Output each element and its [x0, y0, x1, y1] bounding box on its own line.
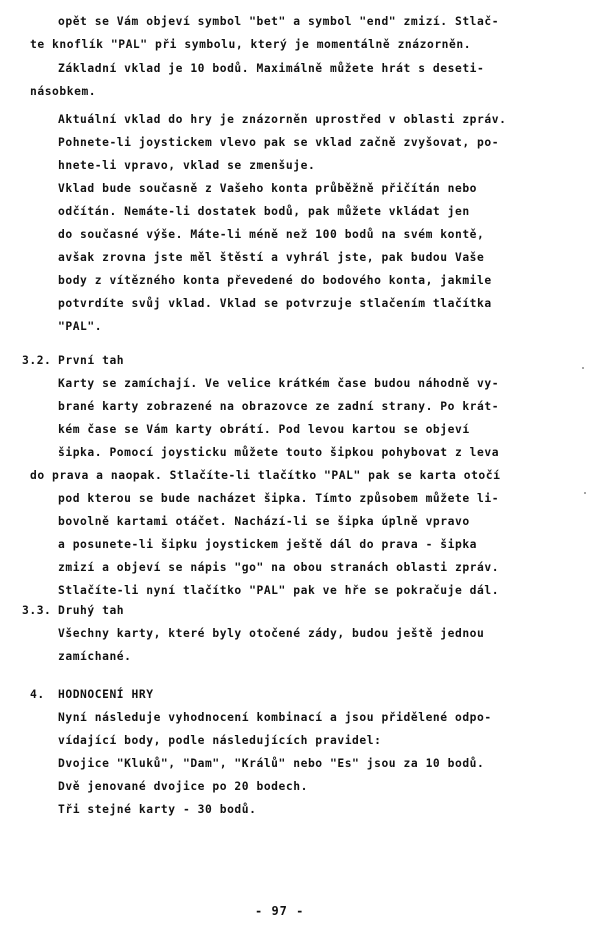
text-line: šipka. Pomocí joysticku můžete touto šipkou pohybovat z leva: [58, 446, 500, 459]
section-title: Druhý tah: [58, 604, 125, 617]
text-line: avšak zrovna jste měl štěstí a vyhrál jste, pak budou Vaše: [58, 251, 485, 264]
text-line: Nyní následuje vyhodnocení kombinací a jsou přidělené odpo-: [58, 711, 492, 724]
text-line: do prava a naopak. Stlačíte-li tlačítko "PAL" pak se karta otočí: [30, 469, 501, 482]
text-line: Pohnete-li joystickem vlevo pak se vklad začně zvyšovat, po-: [58, 136, 500, 149]
section-number: 3.3.: [22, 604, 52, 617]
text-line: Základní vklad je 10 bodů. Maximálně můžete hrát s deseti-: [58, 62, 485, 75]
text-line: odčítán. Nemáte-li dostatek bodů, pak můžete vkládat jen: [58, 205, 470, 218]
text-line: potvrdíte svůj vklad. Vklad se potvrzuje stlačením tlačítka: [58, 297, 492, 310]
section-title: HODNOCENÍ HRY: [58, 688, 154, 701]
text-line: zmizí a objeví se nápis "go" na obou stranách oblasti zpráv.: [58, 561, 500, 574]
text-line: bovolně kartami otáčet. Nachází-li se šipka úplně vpravo: [58, 515, 470, 528]
text-line: Aktuální vklad do hry je znázorněn uprostřed v oblasti zpráv.: [58, 113, 507, 126]
text-line: kém čase se Vám karty obrátí. Pod levou kartou se objeví: [58, 423, 470, 436]
text-line: te knoflík "PAL" při symbolu, který je momentálně znázorněn.: [30, 38, 472, 51]
scan-speck: [582, 367, 584, 369]
text-line: a posunete-li šipku joystickem ještě dál do prava - šipka: [58, 538, 478, 551]
text-line: Stlačíte-li nyní tlačítko "PAL" pak ve hře se pokračuje dál.: [58, 584, 500, 597]
text-line: Tři stejné karty - 30 bodů.: [58, 803, 257, 816]
section-number: 4.: [30, 688, 45, 701]
text-line: body z vítězného konta převedené do bodového konta, jakmile: [58, 274, 492, 287]
text-line: zamíchané.: [58, 650, 132, 663]
text-line: do současné výše. Máte-li méně než 100 bodů na svém kontě,: [58, 228, 485, 241]
scan-speck: [584, 492, 586, 494]
text-line: vídající body, podle následujících pravidel:: [58, 734, 382, 747]
text-line: násobkem.: [30, 85, 97, 98]
text-line: "PAL".: [58, 320, 103, 333]
page-number: - 97 -: [255, 904, 305, 918]
text-line: opět se Vám objeví symbol "bet" a symbol "end" zmizí. Stlač-: [58, 15, 500, 28]
text-line: Karty se zamíchají. Ve velice krátkém čase budou náhodně vy-: [58, 377, 500, 390]
text-line: Dvojice "Kluků", "Dam", "Králů" nebo "Es" jsou za 10 bodů.: [58, 757, 485, 770]
text-line: Dvě jenované dvojice po 20 bodech.: [58, 780, 308, 793]
text-line: hnete-li vpravo, vklad se zmenšuje.: [58, 159, 316, 172]
section-title: První tah: [58, 354, 125, 367]
text-line: pod kterou se bude nacházet šipka. Tímto způsobem můžete li-: [58, 492, 500, 505]
text-line: brané karty zobrazené na obrazovce ze zadní strany. Po krát-: [58, 400, 500, 413]
text-line: Všechny karty, které byly otočené zády, budou ještě jednou: [58, 627, 485, 640]
text-line: Vklad bude současně z Vašeho konta průběžně přičítán nebo: [58, 182, 478, 195]
section-number: 3.2.: [22, 354, 52, 367]
